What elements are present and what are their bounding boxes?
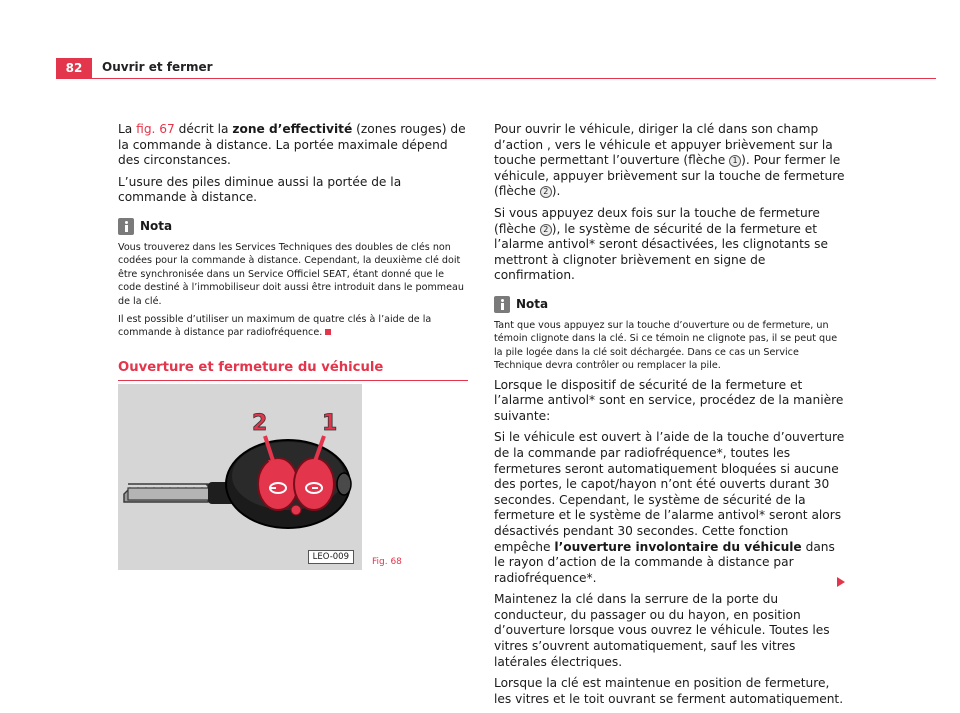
indicator-led	[291, 505, 301, 515]
emphasis-term: l’ouverture involontaire du véhicule	[554, 539, 802, 554]
info-icon	[494, 296, 510, 313]
figure-code: LEO-009	[308, 550, 354, 564]
section-title: Ouverture et fermeture du véhicule	[118, 360, 468, 382]
figure-link[interactable]: fig. 67	[136, 122, 175, 136]
open-close-paragraph: Pour ouvrir le véhicule, diriger la clé dans son champ d’action , vers le véhicule et appuyer brièvement sur la touche permettant l’ouverture (flèche 1 ). Pour fermer le véhicule, appuyer brièvement sur la touche de fermeture (flèche 2 ).	[494, 122, 845, 199]
callout-1: 1	[322, 411, 338, 436]
callout-2: 2	[252, 411, 268, 436]
nota-heading	[118, 218, 468, 235]
nota-block	[494, 319, 846, 373]
info-icon	[118, 218, 134, 235]
nota-paragraph: Tant que vous appuyez sur la touche d’ouverture ou de fermeture, un témoin clignote dans la clé. Si ce témoin ne clignote pas, il se peut que la pile logée dans la clé soit déchargée. Dans ce cas un Service Technique devra contrôler ou remplacer la pile.	[494, 319, 838, 372]
nota-paragraph: Il est possible d’utiliser un maximum de quatre clés à l’aide de la commande à distance par radiofréquence.	[118, 314, 432, 339]
security-paragraph: Lorsque le dispositif de sécurité de la fermeture et l’alarme antivol* sont en service, procédez de la manière suivante:	[494, 377, 844, 423]
callout-ref-2: 2	[540, 186, 552, 198]
nota-title: Nota	[140, 218, 173, 233]
intro-paragraph: La fig. 67 décrit la zone d’effectivité (zones rouges) de la commande à distance. La portée maximale dépend des circonstances.	[118, 122, 466, 168]
nota-heading	[494, 296, 846, 313]
right-column	[494, 122, 846, 713]
key-figure	[118, 384, 362, 570]
figure-caption: Fig. 68	[372, 557, 402, 567]
header-rule	[56, 78, 936, 79]
callout-ref-1: 1	[729, 155, 741, 167]
nota-block	[118, 241, 468, 340]
chapter-title: Ouvrir et fermer	[102, 60, 213, 74]
emphasis-term: zone d’effectivité	[232, 122, 353, 136]
auto-lock-paragraph: Si le véhicule est ouvert à l’aide de la touche d’ouverture de la commande par radiofréquence*, toutes les fermetures seront automatiquement bloquées si aucune des portes, le capot/hayon n’ont été ouverts durant 30 secondes. Cependant, le système de sécurité de la fermeture et le système de l’alarme antivol* seront alors désactivés pendant 30 secondes. Cette fonction empêche l’ouverture involontaire du véhicule dans le rayon d’action de la commande à distance par radiofréquence*.	[494, 430, 845, 585]
battery-paragraph: L’usure des piles diminue aussi la portée de la commande à distance.	[118, 174, 402, 205]
double-press-paragraph: Si vous appuyez deux fois sur la touche de fermeture (flèche 2 ), le système de sécurité de la fermeture et l’alarme antivol* seront désactivées, les clignotants se mettront à clignoter brièvement en signe de confirmation.	[494, 205, 828, 283]
key-blade-body	[128, 488, 214, 500]
continue-arrow-icon	[837, 577, 845, 587]
fob-ring	[337, 473, 351, 495]
end-of-section-marker	[325, 329, 331, 335]
windows-open-paragraph: Maintenez la clé dans la serrure de la porte du conducteur, du passager ou du hayon, en position d’ouverture lorsque vous ouvrez le véhicule. Toutes les vitres s’ouvrent automatiquement, sauf les vitres latérales électriques.	[494, 592, 830, 669]
nota-title: Nota	[516, 296, 549, 311]
left-column	[118, 122, 468, 381]
windows-close-paragraph: Lorsque la clé est maintenue en position de fermeture, les vitres et le toit ouvrant se ferment automatiquement.	[494, 676, 844, 706]
nota-paragraph: Vous trouverez dans les Services Techniques des doubles de clés non codées pour la commande à distance. Cependant, la deuxième clé doit être synchronisée dans un Service Officiel SEAT, étant donné que le code destiné à l’immobiliseur doit aussi être introduit dans le pommeau de la clé.	[118, 241, 465, 307]
page-number: 82	[56, 58, 92, 78]
callout-ref-2: 2	[540, 224, 552, 236]
